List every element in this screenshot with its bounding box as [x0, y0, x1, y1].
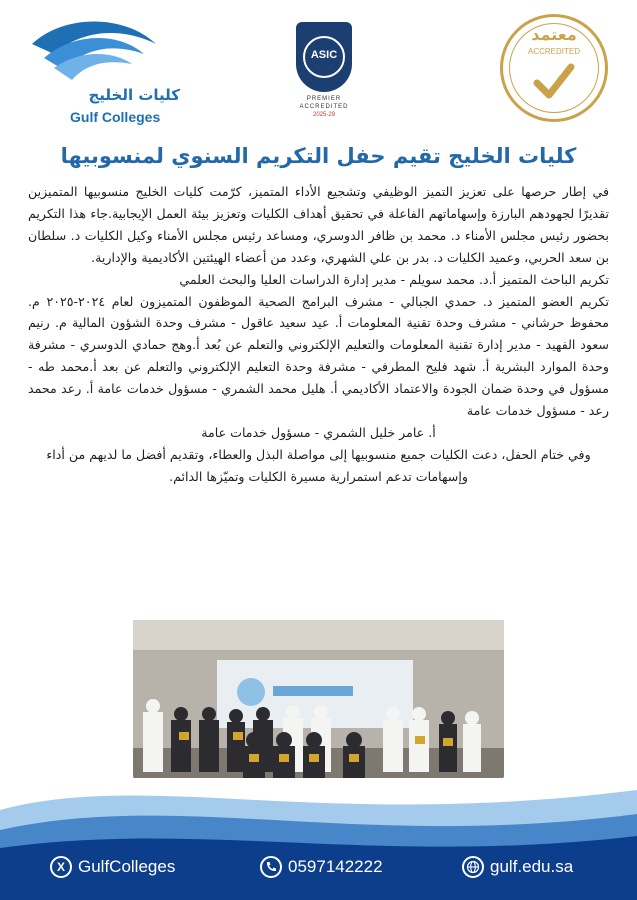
accredited-seal-english: ACCREDITED	[527, 47, 580, 56]
phone-contact[interactable]	[260, 853, 383, 881]
asic-line2: ACCREDITED	[299, 104, 349, 110]
logo-name-arabic: كليات الخليج	[88, 86, 180, 104]
x-twitter-icon: X	[50, 856, 72, 878]
asic-line1: PREMIER	[306, 96, 342, 102]
paragraph-honorees: تكريم العضو المتميز د. حمدي الجبالي - مشرف البرامج الصحية الموظفون المتميزون لعام ٢٠٢٤-٢٠٢٥ م. محفوظ حرشاني - مشرف وحدة تقنية المعلومات أ. عيد سعيد عاقول - مشرف وحدة الشؤون المالية م. رنيم سعود الفهيد - مدير إدارة تقنية المعلومات والتعليم الإلكتروني والتعلم عن بُعد أ.وهج حمادي الدوسري - مشرفة وحدة الموارد البشرية أ. شهد فليح المطرفي - مشرفة وحدة التعليم الإلكتروني والتعلم عن بعد أ.محمد طه - مسؤول في وحدة ضمان الجودة والاعتماد الأكاديمي أ. هليل محمد الشمري - مسؤول خدمات عامة أ. رعد محمد رعد - مسؤول خدمات عامة	[28, 293, 609, 419]
checkmark-icon	[533, 61, 575, 101]
paragraph-researcher: تكريم الباحث المتميز أ.د. محمد سويلم - مدير إدارة الدراسات العليا والبحث العلمي	[179, 271, 609, 287]
twitter-handle[interactable]: GulfColleges	[78, 857, 176, 876]
asic-accreditation-badge	[286, 22, 362, 122]
asic-line3: 2025-29	[312, 112, 336, 118]
ceremony-photo	[133, 620, 504, 778]
accredited-seal-arabic: معتمد	[531, 25, 577, 44]
website-contact[interactable]	[462, 853, 573, 881]
paragraph-closing: وفي ختام الحفل، دعت الكليات جميع منسوبيها إلى مواصلة البذل والعطاء، وتقديم أفضل ما لديهم من أداء وإسهامات تدعم استمرارية مسيرة الكليات وتميّزها الدائم.	[46, 446, 591, 484]
wave-logo-icon	[24, 14, 164, 94]
paragraph-last-honoree: أ. عامر خليل الشمري - مسؤول خدمات عامة	[201, 424, 436, 440]
article-body	[28, 181, 609, 488]
phone-number[interactable]: 0597142222	[288, 857, 383, 876]
paragraph-intro: في إطار حرصها على تعزيز التميز الوظيفي وتشجيع الأداء المتميز، كرّمت كليات الخليج منسوبيها المتميزين تقديرًا لجهودهم البارزة وإسهاماتهم الفاعلة في تحقيق أهداف الكليات وتعزيز بيئة العمل الإيجابية.جاء هذا التكريم بحضور رئيس مجلس الأمناء د. محمد بن ظافر الدوسري، ومساعد رئيس مجلس الأمناء وكيل الكليات د. سلطان بن سعد الحربي، وعميد الكليات د. بدر بن علي الشهري، وعدد من أعضاء الهيئتين الأكاديمية والإدارية.	[28, 184, 609, 265]
gulf-colleges-logo	[24, 14, 180, 125]
logo-name-english: Gulf Colleges	[70, 109, 161, 125]
asic-label: ASIC	[310, 49, 338, 61]
accredited-seal	[500, 14, 608, 122]
website-url[interactable]: gulf.edu.sa	[490, 857, 574, 876]
article-title: كليات الخليج تقيم حفل التكريم السنوي لمنسوبيها	[60, 144, 577, 168]
asic-shield-icon	[296, 22, 352, 92]
twitter-contact[interactable]	[50, 853, 175, 881]
globe-icon	[462, 856, 484, 878]
phone-icon	[260, 856, 282, 878]
